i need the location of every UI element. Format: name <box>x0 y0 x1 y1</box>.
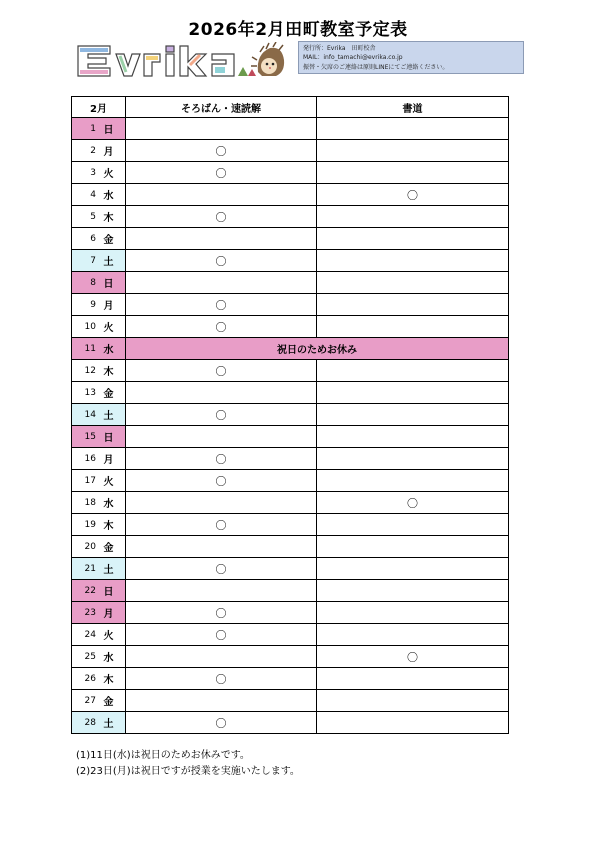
table-row <box>72 184 509 206</box>
day-cell <box>72 118 126 140</box>
day-number: 7 <box>90 255 96 266</box>
soroban-cell: 〇 <box>126 206 317 228</box>
weekday: 水 <box>103 191 114 202</box>
day-number: 2 <box>90 145 96 156</box>
soroban-cell: 〇 <box>126 514 317 536</box>
shodo-cell <box>317 580 509 602</box>
notes <box>76 748 300 780</box>
weekday: 火 <box>103 323 114 334</box>
table-row <box>72 646 509 668</box>
weekday: 月 <box>103 301 114 312</box>
weekday: 水 <box>103 345 114 356</box>
shodo-cell <box>317 712 509 734</box>
header-soroban: そろばん・速読解 <box>126 97 317 118</box>
day-number: 4 <box>90 189 96 200</box>
table-row <box>72 624 509 646</box>
day-number: 10 <box>84 321 96 332</box>
table-row <box>72 382 509 404</box>
day-cell <box>72 206 126 228</box>
weekday: 日 <box>103 125 114 136</box>
soroban-cell <box>126 426 317 448</box>
table-row <box>72 228 509 250</box>
table-row <box>72 558 509 580</box>
day-number: 25 <box>84 651 96 662</box>
day-cell <box>72 470 126 492</box>
table-row <box>72 712 509 734</box>
weekday: 月 <box>103 455 114 466</box>
table-row <box>72 492 509 514</box>
weekday: 水 <box>103 499 114 510</box>
weekday: 土 <box>103 411 114 422</box>
day-cell <box>72 602 126 624</box>
weekday: 木 <box>103 367 114 378</box>
weekday: 金 <box>103 543 114 554</box>
holiday-cell: 祝日のためお休み <box>126 338 509 360</box>
day-cell <box>72 140 126 162</box>
header-month: 2月 <box>72 97 126 118</box>
soroban-cell <box>126 184 317 206</box>
day-number: 1 <box>90 123 96 134</box>
day-number: 20 <box>84 541 96 552</box>
shodo-cell: 〇 <box>317 184 509 206</box>
day-cell <box>72 712 126 734</box>
day-cell <box>72 558 126 580</box>
table-row <box>72 536 509 558</box>
table-row <box>72 668 509 690</box>
shodo-cell: 〇 <box>317 646 509 668</box>
weekday: 金 <box>103 697 114 708</box>
weekday: 金 <box>103 235 114 246</box>
table-row <box>72 580 509 602</box>
soroban-cell <box>126 382 317 404</box>
soroban-cell: 〇 <box>126 624 317 646</box>
table-row <box>72 294 509 316</box>
table-row <box>72 514 509 536</box>
day-number: 27 <box>84 695 96 706</box>
shodo-cell <box>317 140 509 162</box>
day-cell <box>72 646 126 668</box>
day-number: 9 <box>90 299 96 310</box>
table-row <box>72 250 509 272</box>
shodo-cell <box>317 668 509 690</box>
soroban-cell: 〇 <box>126 668 317 690</box>
header-shodo: 書道 <box>317 97 509 118</box>
day-number: 13 <box>84 387 96 398</box>
day-cell <box>72 580 126 602</box>
day-number: 16 <box>84 453 96 464</box>
shodo-cell <box>317 690 509 712</box>
shodo-cell <box>317 470 509 492</box>
day-cell <box>72 492 126 514</box>
day-cell <box>72 404 126 426</box>
table-row <box>72 404 509 426</box>
hedgehog-mascot <box>251 42 284 76</box>
day-number: 3 <box>90 167 96 178</box>
table-row <box>72 162 509 184</box>
weekday: 月 <box>103 609 114 620</box>
day-number: 11 <box>84 343 96 354</box>
day-cell <box>72 690 126 712</box>
day-number: 12 <box>84 365 96 376</box>
soroban-cell <box>126 646 317 668</box>
day-cell <box>72 382 126 404</box>
shodo-cell <box>317 514 509 536</box>
shodo-cell <box>317 360 509 382</box>
day-cell <box>72 668 126 690</box>
day-cell <box>72 228 126 250</box>
evrika-logo <box>76 42 286 80</box>
weekday: 火 <box>103 477 114 488</box>
schedule-table <box>71 96 509 734</box>
shodo-cell <box>317 118 509 140</box>
shodo-cell <box>317 404 509 426</box>
day-cell <box>72 162 126 184</box>
soroban-cell: 〇 <box>126 316 317 338</box>
weekday: 水 <box>103 653 114 664</box>
day-number: 24 <box>84 629 96 640</box>
info-mail: MAIL：info_tamachi@evrika.co.jp <box>303 54 403 62</box>
table-row <box>72 140 509 162</box>
soroban-cell: 〇 <box>126 250 317 272</box>
soroban-cell: 〇 <box>126 558 317 580</box>
schedule-body <box>72 118 509 734</box>
table-row <box>72 602 509 624</box>
weekday: 火 <box>103 169 114 180</box>
soroban-cell <box>126 272 317 294</box>
day-cell <box>72 272 126 294</box>
shodo-cell: 〇 <box>317 492 509 514</box>
day-cell <box>72 294 126 316</box>
table-row <box>72 118 509 140</box>
shodo-cell <box>317 272 509 294</box>
shodo-cell <box>317 250 509 272</box>
weekday: 木 <box>103 521 114 532</box>
soroban-cell <box>126 228 317 250</box>
table-row <box>72 338 509 360</box>
weekday: 日 <box>103 587 114 598</box>
day-number: 19 <box>84 519 96 530</box>
day-cell <box>72 250 126 272</box>
weekday: 金 <box>103 389 114 400</box>
page-title: 2026年2月田町教室予定表 <box>188 20 408 40</box>
day-number: 6 <box>90 233 96 244</box>
weekday: 火 <box>103 631 114 642</box>
day-number: 26 <box>84 673 96 684</box>
weekday: 月 <box>103 147 114 158</box>
day-cell <box>72 426 126 448</box>
table-row <box>72 690 509 712</box>
day-number: 18 <box>84 497 96 508</box>
day-number: 8 <box>90 277 96 288</box>
weekday: 土 <box>103 565 114 576</box>
soroban-cell: 〇 <box>126 470 317 492</box>
info-publisher: 発行所：Evrika 田町校舎 <box>303 45 376 52</box>
info-contact-note: 振替・欠席のご連絡は原則LINEにてご連絡ください。 <box>303 63 449 71</box>
table-row <box>72 206 509 228</box>
shodo-cell <box>317 536 509 558</box>
day-number: 28 <box>84 717 96 728</box>
note-1: (1)11日(水)は祝日のためお休みです。 <box>76 750 250 761</box>
shodo-cell <box>317 448 509 470</box>
table-row <box>72 448 509 470</box>
day-cell <box>72 624 126 646</box>
weekday: 日 <box>103 433 114 444</box>
table-row <box>72 272 509 294</box>
shodo-cell <box>317 558 509 580</box>
weekday: 木 <box>103 213 114 224</box>
soroban-cell: 〇 <box>126 162 317 184</box>
day-cell <box>72 360 126 382</box>
shodo-cell <box>317 206 509 228</box>
day-number: 17 <box>84 475 96 486</box>
shodo-cell <box>317 426 509 448</box>
weekday: 日 <box>103 279 114 290</box>
soroban-cell <box>126 536 317 558</box>
day-number: 21 <box>84 563 96 574</box>
shodo-cell <box>317 228 509 250</box>
day-number: 15 <box>84 431 96 442</box>
table-row <box>72 316 509 338</box>
table-header-row <box>72 97 509 118</box>
soroban-cell <box>126 118 317 140</box>
soroban-cell: 〇 <box>126 360 317 382</box>
soroban-cell: 〇 <box>126 140 317 162</box>
day-cell <box>72 184 126 206</box>
day-number: 22 <box>84 585 96 596</box>
soroban-cell: 〇 <box>126 448 317 470</box>
soroban-cell <box>126 492 317 514</box>
shodo-cell <box>317 602 509 624</box>
note-2: (2)23日(月)は祝日ですが授業を実施いたします。 <box>76 766 300 777</box>
day-cell <box>72 536 126 558</box>
day-number: 5 <box>90 211 96 222</box>
weekday: 木 <box>103 675 114 686</box>
shodo-cell <box>317 382 509 404</box>
shodo-cell <box>317 294 509 316</box>
day-cell <box>72 514 126 536</box>
soroban-cell: 〇 <box>126 404 317 426</box>
shodo-cell <box>317 316 509 338</box>
soroban-cell <box>126 690 317 712</box>
table-row <box>72 426 509 448</box>
shodo-cell <box>317 624 509 646</box>
day-cell <box>72 316 126 338</box>
shodo-cell <box>317 162 509 184</box>
day-cell <box>72 338 126 360</box>
day-cell <box>72 448 126 470</box>
table-row <box>72 360 509 382</box>
weekday: 土 <box>103 719 114 730</box>
info-box <box>298 41 524 74</box>
soroban-cell: 〇 <box>126 602 317 624</box>
weekday: 土 <box>103 257 114 268</box>
table-row <box>72 470 509 492</box>
soroban-cell <box>126 580 317 602</box>
soroban-cell: 〇 <box>126 712 317 734</box>
day-number: 14 <box>84 409 96 420</box>
day-number: 23 <box>84 607 96 618</box>
soroban-cell: 〇 <box>126 294 317 316</box>
